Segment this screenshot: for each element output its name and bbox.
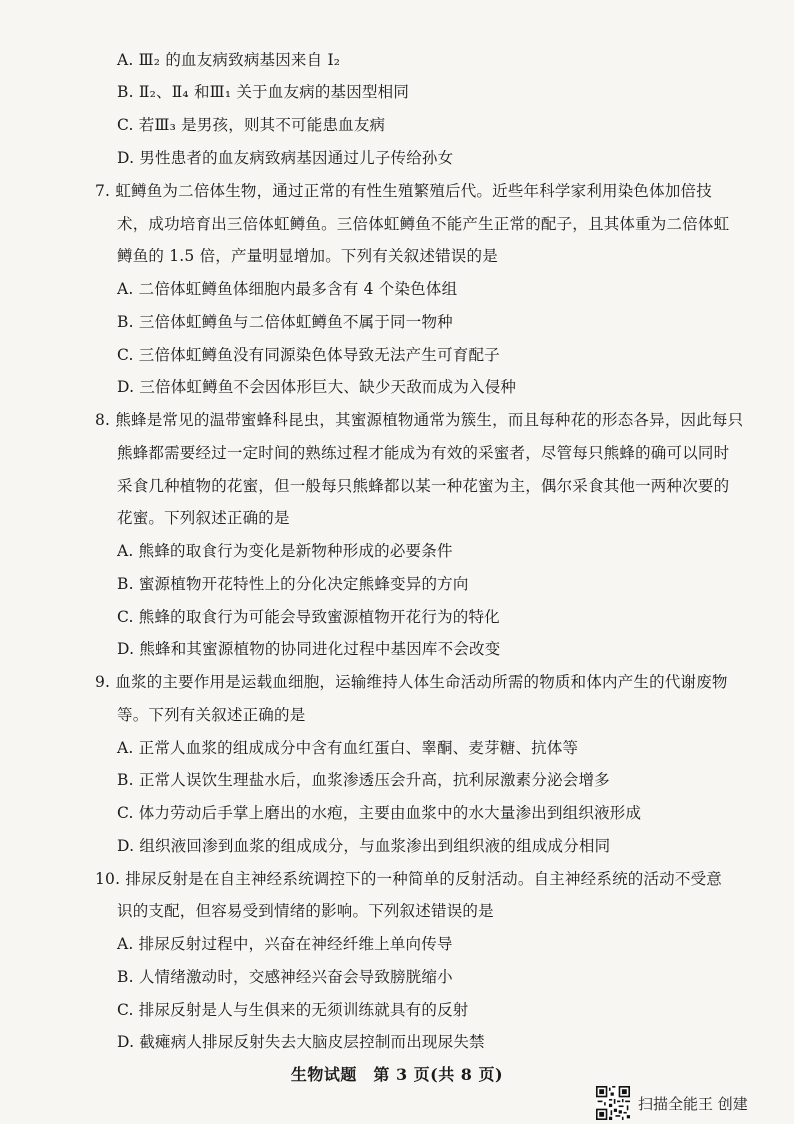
q10-option-a: A. 排尿反射过程中，兴奋在神经纤维上单向传导 — [117, 935, 453, 953]
q7-stem-line3: 鳟鱼的 1.5 倍，产量明显增加。下列有关叙述错误的是 — [117, 247, 498, 265]
q6-option-a: A. Ⅲ₂ 的血友病致病基因来自 Ⅰ₂ — [117, 51, 341, 69]
q8-option-d: D. 熊蜂和其蜜源植物的协同进化过程中基因库不会改变 — [117, 640, 501, 658]
q8-stem-line2: 熊蜂都需要经过一定时间的熟练过程才能成为有效的采蜜者，尽管每只熊蜂的确可以同时 — [117, 444, 730, 462]
q9-option-a: A. 正常人血浆的组成成分中含有血红蛋白、睾酮、麦芽糖、抗体等 — [117, 739, 579, 757]
scanner-watermark — [596, 1086, 748, 1120]
q8-option-a: A. 熊蜂的取食行为变化是新物种形成的必要条件 — [117, 542, 453, 560]
q7-option-a: A. 二倍体虹鳟鱼体细胞内最多含有 4 个染色体组 — [117, 280, 458, 298]
q9-stem-line2: 等。下列有关叙述正确的是 — [117, 706, 306, 724]
scanner-label: 扫描全能王 创建 — [638, 1094, 748, 1113]
qr-code-icon — [596, 1086, 630, 1120]
q8-stem-line3: 采食几种植物的花蜜，但一般每只熊蜂都以某一种花蜜为主，偶尔采食其他一两种次要的 — [117, 477, 730, 495]
q9-option-c: C. 体力劳动后手掌上磨出的水疱，主要由血浆中的水大量渗出到组织液形成 — [117, 804, 642, 822]
q7-option-b: B. 三倍体虹鳟鱼与二倍体虹鳟鱼不属于同一物种 — [117, 313, 453, 331]
q10-option-c: C. 排尿反射是人与生俱来的无须训练就具有的反射 — [117, 1001, 469, 1019]
q7-stem-line2: 术，成功培育出三倍体虹鳟鱼。三倍体虹鳟鱼不能产生正常的配子，且其体重为二倍体虹 — [117, 215, 730, 233]
q10-option-b: B. 人情绪激动时，交感神经兴奋会导致膀胱缩小 — [117, 968, 453, 986]
q8-option-b: B. 蜜源植物开花特性上的分化决定熊蜂变异的方向 — [117, 575, 469, 593]
q8-stem-line1: 8. 熊蜂是常见的温带蜜蜂科昆虫，其蜜源植物通常为簇生，而且每种花的形态各异，因此每只 — [95, 411, 744, 429]
q8-option-c: C. 熊蜂的取食行为可能会导致蜜源植物开花行为的特化 — [117, 608, 500, 626]
q9-option-d: D. 组织液回渗到血浆的组成成分，与血浆渗出到组织液的组成成分相同 — [117, 837, 611, 855]
q7-option-d: D. 三倍体虹鳟鱼不会因体形巨大、缺少天敌而成为入侵种 — [117, 378, 517, 396]
q6-option-d: D. 男性患者的血友病致病基因通过儿子传给孙女 — [117, 149, 454, 167]
page-footer: 生物试题 第 3 页(共 8 页) — [290, 1065, 504, 1084]
q9-stem-line1: 9. 血浆的主要作用是运载血细胞，运输维持人体生命活动所需的物质和体内产生的代谢废物 — [95, 673, 728, 691]
q7-stem-line1: 7. 虹鳟鱼为二倍体生物，通过正常的有性生殖繁殖后代。近些年科学家利用染色体加倍技 — [95, 182, 712, 200]
q6-option-b: B. Ⅱ₂、Ⅱ₄ 和Ⅲ₁ 关于血友病的基因型相同 — [117, 83, 410, 101]
q8-stem-line4: 花蜜。下列叙述正确的是 — [117, 509, 290, 527]
q9-option-b: B. 正常人误饮生理盐水后，血浆渗透压会升高，抗利尿激素分泌会增多 — [117, 771, 610, 789]
q7-option-c: C. 三倍体虹鳟鱼没有同源染色体导致无法产生可育配子 — [117, 346, 500, 364]
q6-option-c: C. 若Ⅲ₃ 是男孩，则其不可能患血友病 — [117, 116, 386, 134]
q10-stem-line1: 10. 排尿反射是在自主神经系统调控下的一种简单的反射活动。自主神经系统的活动不受意 — [95, 870, 722, 888]
q10-stem-line2: 识的支配，但容易受到情绪的影响。下列叙述错误的是 — [117, 902, 494, 920]
q10-option-d: D. 截瘫病人排尿反射失去大脑皮层控制而出现尿失禁 — [117, 1033, 485, 1051]
